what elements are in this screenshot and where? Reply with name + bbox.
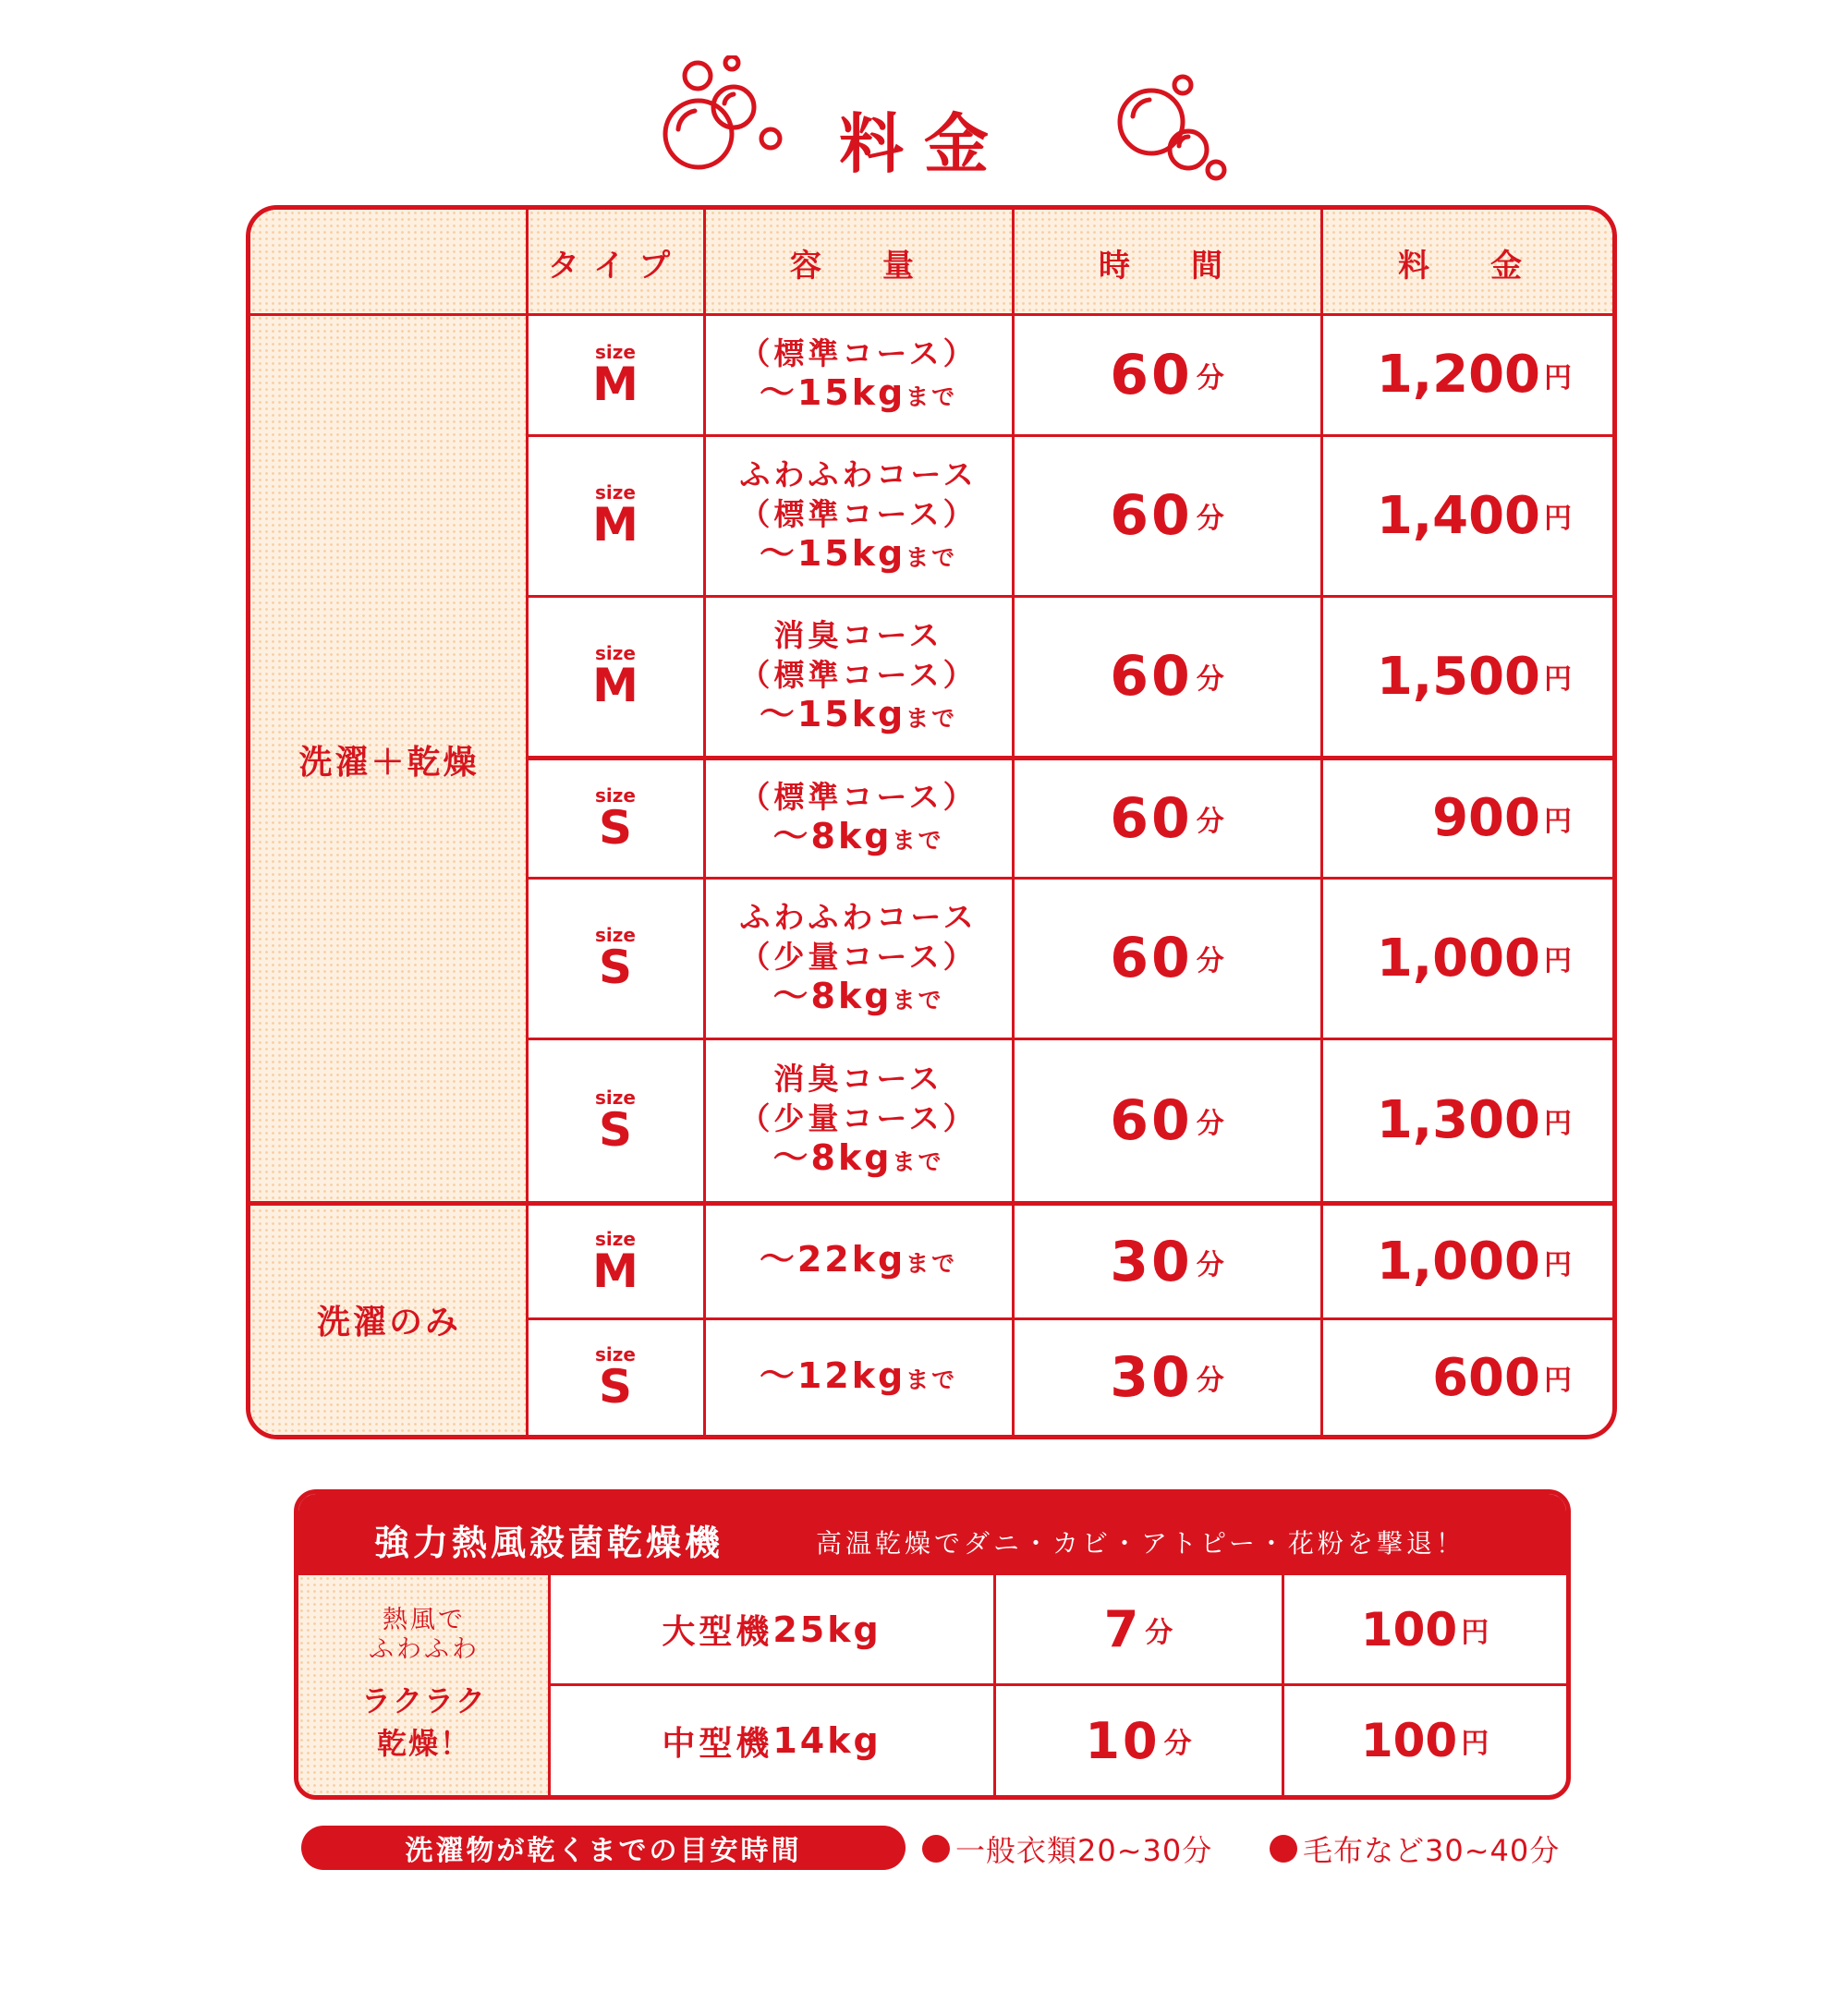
size-value: S xyxy=(598,1102,632,1157)
grid-line xyxy=(528,434,1612,437)
dryer-table xyxy=(294,1489,1571,1800)
price-value: 100 xyxy=(1360,1714,1458,1767)
capacity-limit xyxy=(760,534,957,577)
price-unit: 円 xyxy=(1544,503,1572,535)
price-cell xyxy=(1322,1039,1612,1201)
price-value: 1,400 xyxy=(1376,485,1540,546)
grid-line xyxy=(528,877,1612,880)
size-caption: size xyxy=(595,642,636,664)
dryer-side-line1: 熱風で xyxy=(383,1606,466,1634)
page-title: 料金 xyxy=(839,106,1009,182)
time-value: 7 xyxy=(1103,1600,1142,1658)
time-value: 60 xyxy=(1110,483,1193,548)
price-table xyxy=(246,205,1617,1439)
capacity-suffix: まで xyxy=(906,543,958,571)
capacity-kg: ～15kg xyxy=(759,371,906,413)
capacity-suffix: まで xyxy=(892,1148,944,1175)
header-capacity: 容 量 xyxy=(790,247,929,285)
dryer-price-cell xyxy=(1283,1575,1566,1683)
time-value: 60 xyxy=(1110,926,1193,990)
time-value: 60 xyxy=(1110,785,1193,851)
capacity-kg: ～8kg xyxy=(772,975,893,1016)
time-value: 60 xyxy=(1110,1087,1193,1153)
bullet-icon xyxy=(1270,1835,1297,1863)
price-unit: 円 xyxy=(1544,1365,1572,1397)
dryer-side-note xyxy=(298,1575,550,1795)
price-cell xyxy=(1322,315,1612,434)
capacity-cell xyxy=(705,1206,1012,1317)
dryer-model-cell xyxy=(550,1575,993,1683)
size-caption: size xyxy=(595,481,636,504)
type-cell xyxy=(528,879,703,1038)
type-cell xyxy=(528,759,703,877)
time-value: 60 xyxy=(1110,644,1193,709)
capacity-kg: ～15kg xyxy=(759,532,906,574)
capacity-kg: ～12kg xyxy=(759,1354,906,1396)
grid-line xyxy=(528,1038,1612,1040)
time-unit: 分 xyxy=(1163,1728,1192,1760)
dryer-model-name: 大型機 xyxy=(662,1613,773,1651)
dryer-model-cell xyxy=(550,1686,993,1795)
size-caption: size xyxy=(595,1343,636,1366)
time-unit: 分 xyxy=(1145,1616,1173,1649)
type-cell xyxy=(528,436,703,595)
course-name: ふわふわコース xyxy=(739,898,978,935)
header-price: 料 金 xyxy=(1398,247,1537,285)
capacity-cell xyxy=(705,759,1012,877)
size-value: S xyxy=(598,800,632,855)
size-caption: size xyxy=(595,340,636,363)
capacity-cell xyxy=(705,1039,1012,1201)
bullet-icon xyxy=(922,1835,950,1863)
price-cell xyxy=(1322,597,1612,756)
price-cell xyxy=(1322,759,1612,877)
capacity-suffix: まで xyxy=(892,986,944,1014)
time-unit: 分 xyxy=(1196,1107,1224,1140)
price-value: 1,000 xyxy=(1376,1232,1540,1292)
drying-time-guide-label: 洗濯物が乾くまでの目安時間 xyxy=(301,1826,906,1870)
size-caption: size xyxy=(595,1227,636,1250)
capacity-kg: ～8kg xyxy=(772,1137,893,1178)
capacity-cell xyxy=(705,1320,1012,1435)
guide-item-blanket-text: 毛布など30~40分 xyxy=(1303,1833,1561,1868)
time-value: 60 xyxy=(1110,342,1193,407)
time-value: 30 xyxy=(1110,1345,1193,1410)
capacity-suffix: まで xyxy=(906,1366,958,1393)
time-value: 30 xyxy=(1110,1229,1193,1294)
capacity-suffix: まで xyxy=(906,1250,958,1277)
size-caption: size xyxy=(595,1086,636,1109)
capacity-cell xyxy=(705,315,1012,434)
capacity-kg: ～15kg xyxy=(759,693,906,734)
grid-line xyxy=(528,1317,1612,1320)
price-unit: 円 xyxy=(1544,805,1572,838)
time-cell xyxy=(1014,1320,1320,1435)
course-sub: （標準コース） xyxy=(739,334,978,371)
time-cell xyxy=(1014,759,1320,877)
price-unit: 円 xyxy=(1544,945,1572,977)
time-unit: 分 xyxy=(1196,945,1224,977)
dryer-subtitle: 高温乾燥でダニ・カビ・アトピー・花粉を撃退！ xyxy=(816,1528,1465,1559)
course-sub: （標準コース） xyxy=(739,656,978,693)
capacity-kg: ～22kg xyxy=(759,1239,906,1280)
group-label-wash-dry: 洗濯＋乾燥 xyxy=(298,743,480,782)
capacity-suffix: まで xyxy=(906,382,958,410)
course-name: 消臭コース xyxy=(773,1061,943,1097)
grid-line xyxy=(528,595,1612,598)
header-type: タイプ xyxy=(547,247,686,285)
size-value: S xyxy=(598,941,632,994)
course-sub: （少量コース） xyxy=(739,1100,978,1136)
bubbles-icon xyxy=(1112,74,1242,185)
dryer-price-cell xyxy=(1283,1686,1566,1795)
price-cell xyxy=(1322,1320,1612,1435)
course-name: ふわふわコース xyxy=(739,455,978,492)
price-unit: 円 xyxy=(1544,361,1572,395)
type-cell xyxy=(528,1039,703,1201)
capacity-kg: ～8kg xyxy=(772,815,893,856)
price-cell xyxy=(1322,1206,1612,1317)
grid-line xyxy=(250,1201,1612,1206)
dryer-model-name: 中型機 xyxy=(662,1724,773,1763)
capacity-limit xyxy=(773,977,944,1020)
price-unit: 円 xyxy=(1461,1616,1489,1649)
price-unit: 円 xyxy=(1544,1248,1572,1281)
size-value: M xyxy=(592,357,638,411)
type-cell xyxy=(528,1206,703,1317)
price-value: 900 xyxy=(1432,788,1540,848)
time-cell xyxy=(1014,1206,1320,1317)
guide-item-general xyxy=(922,1827,1212,1870)
time-cell xyxy=(1014,879,1320,1038)
grid-line xyxy=(526,210,529,1435)
dryer-title: 強力熱風殺菌乾燥機 xyxy=(374,1523,724,1563)
grid-line xyxy=(528,756,1612,760)
group-label-wash-only: 洗濯のみ xyxy=(316,1303,461,1341)
grid-line xyxy=(550,1683,1566,1686)
grid-line xyxy=(1012,210,1015,1435)
price-value: 1,200 xyxy=(1376,345,1540,405)
capacity-suffix: まで xyxy=(906,704,958,732)
type-cell xyxy=(528,1320,703,1435)
price-value: 1,300 xyxy=(1376,1090,1540,1150)
dryer-side-line4: 乾燥！ xyxy=(376,1726,471,1761)
price-value: 600 xyxy=(1432,1347,1540,1408)
capacity-cell xyxy=(705,597,1012,756)
guide-item-general-text: 一般衣類20~30分 xyxy=(955,1833,1213,1868)
dryer-model-kg: 14kg xyxy=(772,1720,881,1761)
grid-line xyxy=(250,313,1612,316)
capacity-limit xyxy=(773,1138,944,1182)
title-area xyxy=(0,55,1848,185)
size-caption: size xyxy=(595,924,636,946)
time-unit: 分 xyxy=(1196,503,1224,535)
type-cell xyxy=(528,315,703,434)
size-value: M xyxy=(592,1244,638,1298)
time-unit: 分 xyxy=(1196,1365,1224,1397)
course-name: 消臭コース xyxy=(773,616,943,653)
time-cell xyxy=(1014,597,1320,756)
size-value: M xyxy=(592,659,638,712)
price-value: 1,500 xyxy=(1376,646,1540,707)
capacity-limit xyxy=(760,695,957,738)
capacity-limit xyxy=(760,1356,957,1400)
time-cell xyxy=(1014,315,1320,434)
grid-line xyxy=(1320,210,1323,1435)
price-cell xyxy=(1322,436,1612,595)
dryer-time-cell xyxy=(995,1686,1282,1795)
time-unit: 分 xyxy=(1196,361,1224,395)
dryer-side-line2: ふわふわ xyxy=(369,1635,480,1664)
capacity-limit xyxy=(760,373,957,417)
course-sub: （標準コース） xyxy=(739,778,978,815)
time-cell xyxy=(1014,1039,1320,1201)
capacity-suffix: まで xyxy=(892,826,944,854)
capacity-limit xyxy=(760,1240,957,1283)
dryer-header xyxy=(298,1494,1566,1575)
time-cell xyxy=(1014,436,1320,595)
size-caption: size xyxy=(595,783,636,807)
price-value: 1,000 xyxy=(1376,928,1540,989)
price-value: 100 xyxy=(1360,1602,1458,1657)
dryer-model-kg: 25kg xyxy=(772,1608,881,1650)
course-sub: （少量コース） xyxy=(739,938,978,975)
price-unit: 円 xyxy=(1461,1728,1489,1760)
time-unit: 分 xyxy=(1196,663,1224,696)
dryer-side-line3: ラクラク xyxy=(360,1683,487,1718)
dryer-time-cell xyxy=(995,1575,1282,1683)
grid-line xyxy=(703,210,706,1435)
price-cell xyxy=(1322,879,1612,1038)
time-unit: 分 xyxy=(1196,805,1224,838)
capacity-cell xyxy=(705,436,1012,595)
time-unit: 分 xyxy=(1196,1248,1224,1281)
time-value: 10 xyxy=(1085,1711,1161,1770)
price-unit: 円 xyxy=(1544,663,1572,696)
type-cell xyxy=(528,597,703,756)
price-unit: 円 xyxy=(1544,1107,1572,1140)
size-value: S xyxy=(598,1360,632,1414)
capacity-cell xyxy=(705,879,1012,1038)
capacity-limit xyxy=(773,817,944,860)
course-sub: （標準コース） xyxy=(739,495,978,532)
size-value: M xyxy=(592,498,638,552)
header-time: 時 間 xyxy=(1099,247,1237,285)
guide-item-blanket xyxy=(1270,1827,1560,1870)
